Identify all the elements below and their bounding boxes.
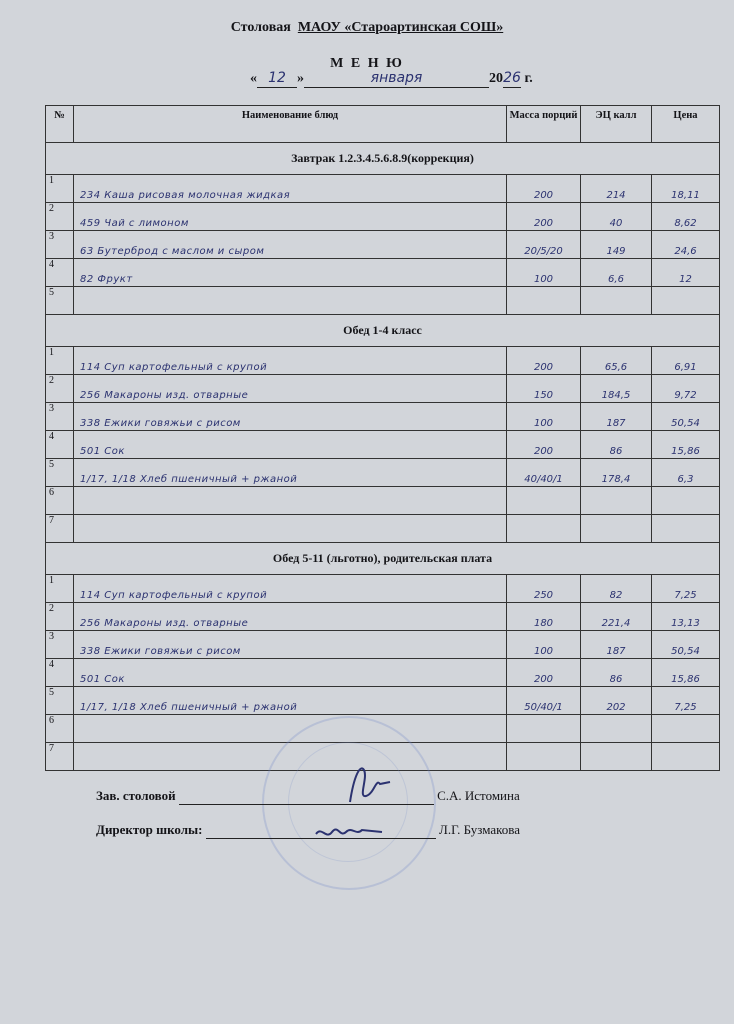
dish-kcal [581,287,652,315]
row-number: 5 [46,287,74,315]
row-number: 1 [46,175,74,203]
dish-name: 114 Суп картофельный с крупой [74,575,507,603]
dish-mass: 100 [507,403,581,431]
dish-mass: 50/40/1 [507,687,581,715]
dish-kcal: 184,5 [581,375,652,403]
dish-name: 256 Макароны изд. отварные [74,375,507,403]
section-breakfast [46,143,720,175]
table-row [46,487,720,515]
date-close-quote: » [297,71,304,86]
row-number: 6 [46,715,74,743]
dish-kcal: 187 [581,631,652,659]
table-row [46,459,720,487]
dish-price: 24,6 [652,231,720,259]
row-number: 5 [46,459,74,487]
dish-name: 63 Бутерброд с маслом и сыром [74,231,507,259]
dish-mass: 180 [507,603,581,631]
dish-name [74,287,507,315]
dish-kcal: 6,6 [581,259,652,287]
row-number: 7 [46,515,74,543]
dish-mass: 100 [507,259,581,287]
dish-price [652,487,720,515]
dish-kcal: 40 [581,203,652,231]
dish-mass [507,487,581,515]
dish-price: 8,62 [652,203,720,231]
row-number: 3 [46,631,74,659]
dish-mass: 250 [507,575,581,603]
dish-kcal: 221,4 [581,603,652,631]
date-year-suffix: 26 [503,70,521,86]
date-year-prefix: 20 [489,71,503,86]
school-prefix: Столовая [230,20,291,35]
col-kcal: ЭЦ калл [581,106,652,143]
director-signature-line [96,822,520,839]
dish-price: 50,54 [652,403,720,431]
dish-price: 9,72 [652,375,720,403]
row-number: 7 [46,743,74,771]
date-g: г. [524,71,533,86]
table-row [46,687,720,715]
dish-price: 6,3 [652,459,720,487]
dish-name: 234 Каша рисовая молочная жидкая [74,175,507,203]
dish-name: 82 Фрукт [74,259,507,287]
col-price: Цена [652,106,720,143]
col-number: № [46,106,74,143]
dish-kcal: 187 [581,403,652,431]
dish-kcal [581,515,652,543]
dish-mass: 200 [507,659,581,687]
row-number: 2 [46,203,74,231]
director-signature [312,818,387,848]
table-header-row [46,106,720,143]
dish-mass: 200 [507,175,581,203]
section-lunch-5-11 [46,543,720,575]
dish-kcal: 65,6 [581,347,652,375]
date-day: 12 [268,70,286,86]
row-number: 1 [46,575,74,603]
table-row [46,403,720,431]
dish-price [652,287,720,315]
dish-kcal [581,743,652,771]
row-number: 2 [46,375,74,403]
dish-kcal: 178,4 [581,459,652,487]
dish-name: 501 Сок [74,431,507,459]
table-row [46,259,720,287]
dish-name [74,515,507,543]
dish-name: 1/17, 1/18 Хлеб пшеничный + ржаной [74,459,507,487]
dish-mass: 150 [507,375,581,403]
dish-mass: 200 [507,431,581,459]
dish-price: 12 [652,259,720,287]
menu-table [45,105,720,771]
dish-price: 13,13 [652,603,720,631]
row-number: 4 [46,259,74,287]
dish-kcal: 149 [581,231,652,259]
school-line [0,20,734,36]
dish-price: 7,25 [652,575,720,603]
dish-mass: 100 [507,631,581,659]
row-number: 1 [46,347,74,375]
table-row [46,575,720,603]
dish-mass [507,715,581,743]
date-open-quote: « [250,71,257,86]
dish-name: 256 Макароны изд. отварные [74,603,507,631]
table-row [46,175,720,203]
table-row [46,375,720,403]
dish-mass: 20/5/20 [507,231,581,259]
dish-name: 1/17, 1/18 Хлеб пшеничный + ржаной [74,687,507,715]
dish-price [652,715,720,743]
dish-price: 15,86 [652,659,720,687]
dish-name: 338 Ежики говяжьи с рисом [74,631,507,659]
dish-price [652,743,720,771]
table-row [46,203,720,231]
canteen-label: Зав. столовой [96,788,176,803]
page-title: М Е Н Ю [330,56,404,71]
dish-name: 501 Сок [74,659,507,687]
canteen-name: С.А. Истомина [437,788,520,803]
dish-mass: 200 [507,203,581,231]
table-row [46,659,720,687]
row-number: 2 [46,603,74,631]
section-title: Обед 1-4 класс [46,315,720,347]
table-row [46,231,720,259]
row-number: 4 [46,431,74,459]
dish-price: 6,91 [652,347,720,375]
col-dish-name: Наименование блюд [74,106,507,143]
dish-kcal: 202 [581,687,652,715]
dish-price: 7,25 [652,687,720,715]
dish-price: 18,11 [652,175,720,203]
dish-name: 114 Суп картофельный с крупой [74,347,507,375]
date-line [250,70,533,88]
school-name: МАОУ «Староартинская СОШ» [297,20,504,35]
dish-mass [507,515,581,543]
row-number: 5 [46,687,74,715]
table-row [46,631,720,659]
director-name: Л.Г. Бузмакова [439,822,521,837]
dish-kcal: 82 [581,575,652,603]
section-lunch-1-4 [46,315,720,347]
dish-name [74,487,507,515]
section-title: Завтрак 1.2.3.4.5.6.8.9(коррекция) [46,143,720,175]
table-row [46,603,720,631]
canteen-signature [330,758,400,808]
dish-price [652,515,720,543]
dish-mass [507,743,581,771]
dish-name: 338 Ежики говяжьи с рисом [74,403,507,431]
table-row [46,347,720,375]
dish-kcal: 86 [581,431,652,459]
date-month: января [370,70,423,86]
dish-kcal: 214 [581,175,652,203]
table-row [46,515,720,543]
dish-price: 50,54 [652,631,720,659]
dish-kcal [581,715,652,743]
row-number: 3 [46,403,74,431]
section-title: Обед 5-11 (льготно), родительская плата [46,543,720,575]
row-number: 4 [46,659,74,687]
row-number: 3 [46,231,74,259]
row-number: 6 [46,487,74,515]
director-label: Директор школы: [96,822,203,837]
dish-kcal [581,487,652,515]
col-mass: Масса порций [507,106,581,143]
dish-mass: 200 [507,347,581,375]
dish-mass [507,287,581,315]
dish-mass: 40/40/1 [507,459,581,487]
table-row [46,431,720,459]
canteen-signature-line [96,788,520,805]
dish-kcal: 86 [581,659,652,687]
dish-price: 15,86 [652,431,720,459]
dish-name: 459 Чай с лимоном [74,203,507,231]
table-row [46,287,720,315]
